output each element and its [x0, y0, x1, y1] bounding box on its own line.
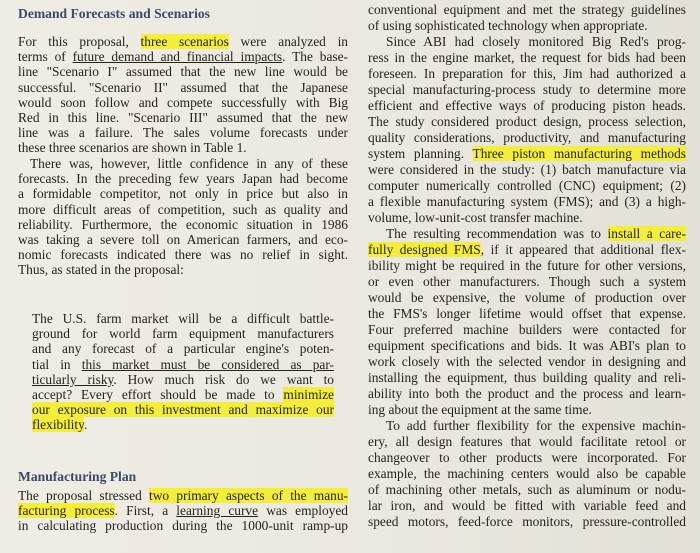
text-run: . How much risk do we want to — [113, 371, 334, 387]
text-run: terms of — [18, 49, 73, 65]
text-run: equipment specifications and bids. It was ABI's plan to — [368, 338, 686, 353]
right-col-line — [368, 482, 686, 498]
quote-line — [32, 372, 334, 388]
text-run: these three scenarios are shown in Table 1. — [18, 140, 247, 156]
right-col-line — [368, 386, 686, 402]
text-run: foreseen. In preparation for this, Jim had authorized a — [368, 66, 686, 81]
para2-line — [30, 156, 348, 172]
para3-line — [18, 518, 348, 534]
section-heading-manufacturing-plan: Manufacturing Plan — [18, 469, 137, 484]
text-run: or even other manufacturers. Though such a system — [368, 274, 686, 289]
text-run: was employed — [258, 503, 348, 519]
right-col-line — [368, 130, 686, 146]
text-run: in calculating production during the 1000-unit ramp-up — [18, 518, 348, 534]
para1-line — [18, 140, 247, 156]
para1-line — [18, 95, 348, 111]
text-run: forecasts. In the preceding few years Japan had become — [18, 171, 348, 187]
text-run: installing the equipment, thus building quality and reli- — [368, 370, 686, 385]
underlined-text: learning curve — [176, 503, 259, 519]
text-run: accept? Every effort should be made to — [32, 387, 284, 402]
right-col-line — [368, 210, 583, 226]
right-col-line — [368, 434, 686, 450]
highlighted-text: Three piston manufacturing methods — [472, 146, 686, 161]
text-run: The proposal stressed — [18, 488, 150, 503]
quote-line — [32, 357, 334, 373]
right-col-line — [386, 226, 686, 242]
text-run: were considered in the study: (1) batch manufacture via — [368, 162, 686, 177]
text-run: quality considerations, productivity, and manufacturing — [368, 130, 686, 145]
text-run: would soon follow and compete successfully with Big — [18, 94, 348, 110]
right-col-line — [368, 178, 686, 194]
right-col-line — [368, 354, 686, 370]
text-run: changeover to other products were incorporated. For — [368, 450, 686, 465]
highlighted-text: minimize — [283, 387, 334, 402]
text-run: ress in the engine market, the request for bids had been — [368, 50, 686, 65]
right-col-line — [368, 50, 686, 66]
right-col-line — [368, 146, 686, 162]
highlighted-text: two primary aspects of the manu- — [149, 488, 349, 503]
underlined-text: future demand and financial impacts — [72, 49, 283, 65]
underlined-text: ticularly risky — [32, 371, 114, 387]
para3-line — [18, 488, 348, 504]
text-run: lar iron, and would be fitted with variable feed and — [368, 498, 686, 513]
para2-line — [18, 232, 348, 248]
para2-line — [18, 217, 348, 233]
quote-line — [32, 402, 334, 418]
para2-line — [18, 247, 348, 263]
text-run: line "Scenario I" assumed that the new line would be — [18, 64, 348, 80]
text-run: Since ABI had closely monitored Big Red's prog- — [386, 34, 686, 49]
right-col-line — [368, 82, 686, 98]
para3-line — [18, 503, 348, 519]
text-run: computer numerically controlled (CNC) equipment; (2) — [368, 178, 686, 193]
text-run: speed motors, feed-force monitors, pressure-controlled — [368, 514, 686, 529]
right-col-line — [368, 114, 686, 130]
text-run: work closely with the selected vendor in designing and — [368, 354, 686, 369]
underlined-text: this market must be considered as par- — [81, 356, 334, 372]
text-run: more difficult areas of competition, such as quality and — [18, 201, 348, 217]
quote-line — [32, 387, 334, 403]
right-col-line — [368, 338, 686, 354]
right-col-line — [368, 306, 686, 322]
para1-line — [18, 64, 348, 80]
text-run: of machining other metals, such as aluminum or nodu- — [368, 482, 686, 497]
para2-line — [18, 202, 348, 218]
text-run: volume, low-unit-cost transfer machine. — [368, 210, 583, 225]
text-run: were analyzed in — [228, 34, 348, 49]
right-col-line — [386, 418, 686, 434]
text-run: conventional equipment and met the strategy guidelines — [368, 2, 686, 17]
highlighted-text: our exposure on this investment and maximize our — [32, 402, 334, 418]
highlighted-text: install a care- — [607, 226, 687, 241]
text-run: and any forecast of a particular engine's poten- — [32, 341, 334, 357]
quote-line — [32, 311, 334, 327]
text-run: Red in this line. "Scenario III" assumed that the new — [18, 110, 348, 125]
text-run: system planning. — [368, 146, 473, 161]
text-run: a formidable competitor, not only in price but also in — [18, 186, 348, 202]
text-run: of using sophisticated technology when appropriate. — [368, 18, 648, 33]
right-col-line — [368, 2, 686, 18]
text-run: . The base- — [282, 49, 348, 65]
text-run: efficient and effective ways of producing piston heads. — [368, 98, 686, 113]
right-col-line — [368, 274, 686, 290]
right-col-line — [368, 322, 686, 338]
right-col-line — [368, 258, 686, 274]
right-col-line — [368, 450, 686, 466]
para2-line — [18, 262, 184, 278]
text-run: ibility might be required in the future for other versions, — [368, 258, 686, 273]
para2-line — [18, 171, 348, 187]
right-col-line — [368, 18, 648, 34]
highlighted-text: three scenarios — [140, 34, 229, 49]
para1-line — [18, 80, 348, 96]
text-run: reliability. Furthermore, the economic situation in 1986 — [18, 216, 348, 232]
quote-line — [32, 417, 87, 433]
text-run: was taking a severe toll on American farmers, and eco- — [18, 232, 348, 247]
text-run: For this proposal, — [18, 34, 141, 49]
quote-line — [32, 341, 334, 357]
text-run: would be expensive, the volume of production over — [368, 290, 686, 305]
right-col-line — [368, 98, 686, 114]
text-run: The study considered product design, process selection, — [368, 114, 686, 129]
right-col-line — [368, 162, 686, 178]
text-run: a flexible manufacturing system (FMS); and (3) a high- — [368, 194, 686, 209]
right-col-line — [368, 402, 592, 418]
text-run: ing about the equipment at the same time. — [368, 402, 592, 417]
right-col-line — [368, 194, 686, 210]
text-run: ground for world farm equipment manufacturers — [32, 326, 334, 342]
text-run: The resulting recommendation was to — [386, 226, 608, 241]
text-run: example, the machining centers would also be capable — [368, 466, 686, 481]
text-run: . — [83, 417, 88, 433]
right-col-line — [368, 514, 686, 530]
right-col-line — [368, 498, 686, 514]
right-col-line — [368, 66, 686, 82]
text-run: nomic forecasts indicated there was no relief in sight. — [18, 247, 348, 263]
text-run: successful. "Scenario II" assumed that the Japanese — [18, 79, 348, 95]
highlighted-text: flexibility — [32, 417, 84, 433]
text-run: special manufacturing-process study to determine more — [368, 82, 686, 97]
text-run: To add further flexibility for the expensive machin- — [386, 418, 686, 433]
text-run: There was, however, little confidence in any of these — [30, 156, 348, 171]
text-run: ery, all design features that would facilitate retool or — [368, 434, 686, 449]
quote-line — [32, 326, 334, 342]
para1-line — [18, 34, 348, 50]
text-run: Four preferred machine builders were contacted for — [368, 322, 686, 337]
right-col-line — [368, 242, 686, 258]
right-col-line — [368, 466, 686, 482]
para2-line — [18, 186, 348, 202]
text-run: . First, a — [114, 503, 177, 519]
para1-line — [18, 110, 348, 126]
right-col-line — [368, 370, 686, 386]
text-run: line was a failure. The sales volume forecasts under — [18, 125, 348, 141]
text-run: ability into both the product and the process and learn- — [368, 386, 686, 401]
section-heading-demand-forecasts: Demand Forecasts and Scenarios — [18, 6, 210, 21]
text-run: tial in — [32, 356, 82, 372]
text-run: Thus, as stated in the proposal: — [18, 262, 184, 278]
para1-line — [18, 49, 348, 65]
right-col-line — [386, 34, 686, 50]
highlighted-text: fully designed FMS — [368, 242, 481, 257]
para1-line — [18, 125, 348, 141]
right-col-line — [368, 290, 686, 306]
text-run: the FMS's longer lifetime would offset that expense. — [368, 306, 686, 321]
highlighted-text: facturing process — [18, 503, 115, 519]
text-run: , if it appeared that additional flex- — [480, 242, 686, 257]
text-run: The U.S. farm market will be a difficult battle- — [32, 311, 334, 326]
